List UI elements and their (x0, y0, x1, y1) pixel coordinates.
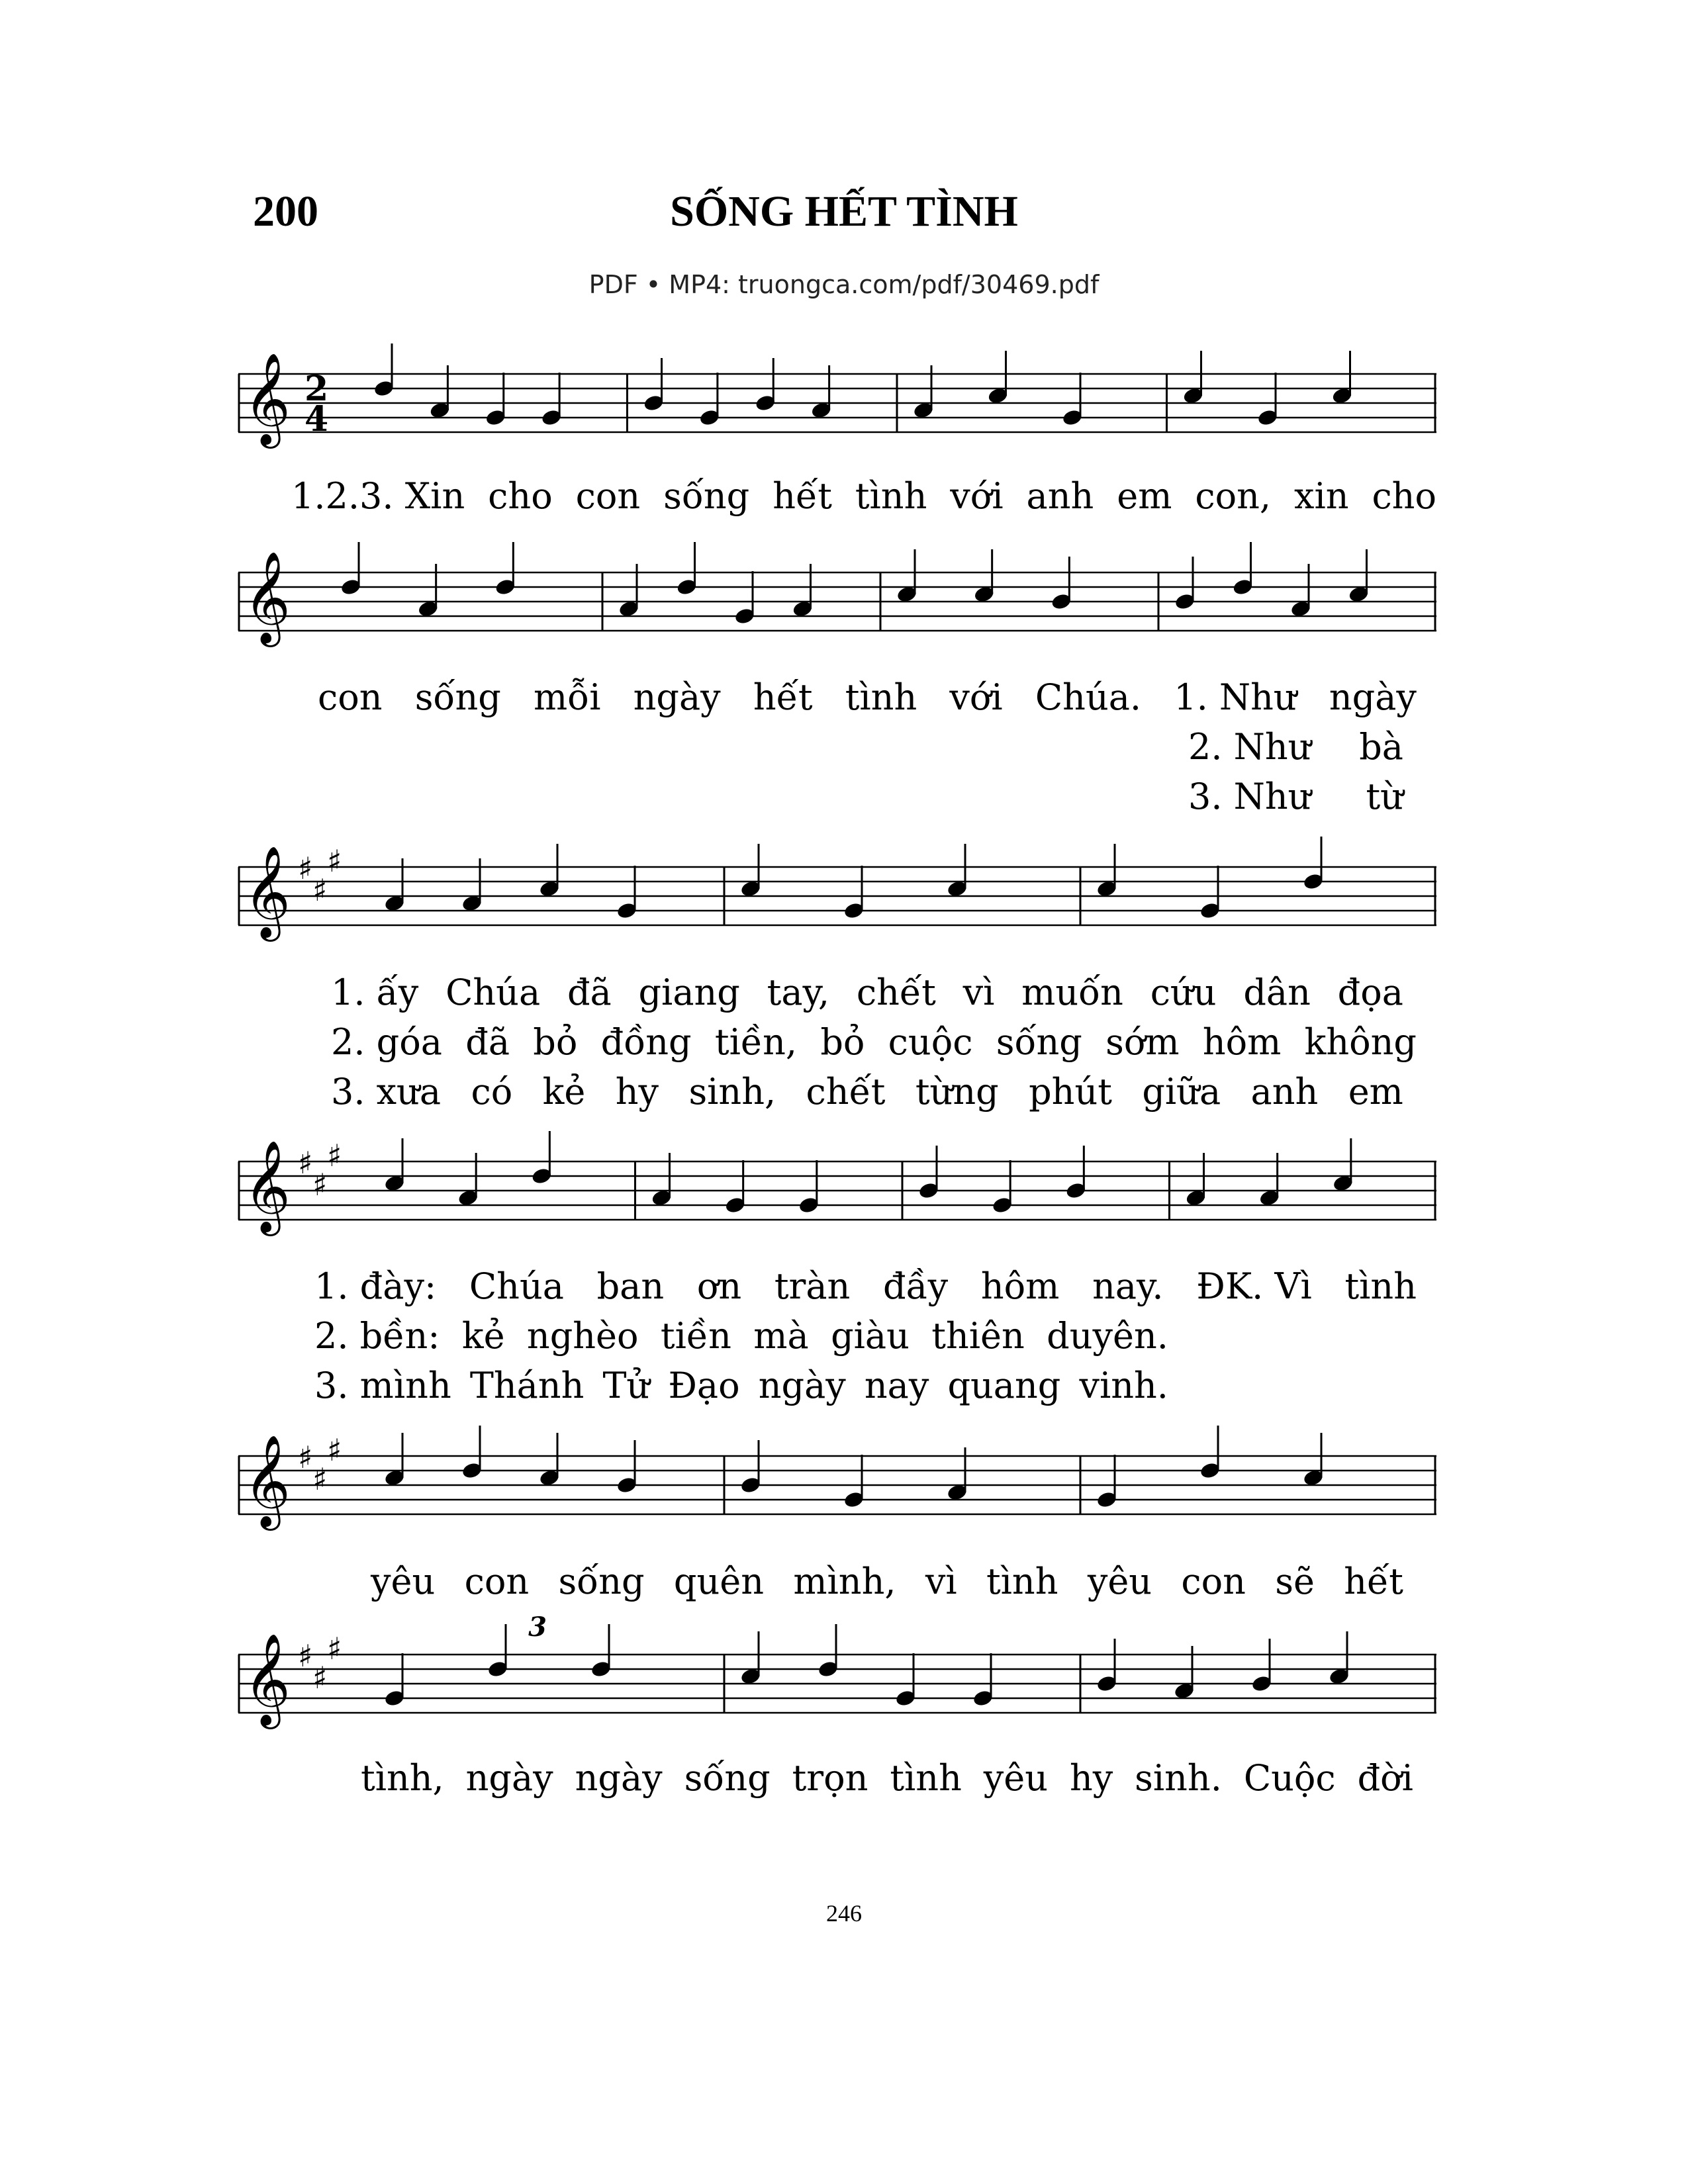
lyric-word: Chúa. (1035, 676, 1142, 718)
song-title: SỐNG HẾT TÌNH (670, 187, 1018, 236)
lyric-word: hết (753, 676, 813, 718)
lyric-word: ngày (758, 1365, 846, 1406)
lyric-word: ngày (1329, 676, 1417, 718)
lyric-word: giang (638, 972, 740, 1013)
lyric-word: Đạo (668, 1365, 740, 1406)
lyric-word: sẽ (1275, 1561, 1315, 1602)
staff-system-1 (238, 353, 1443, 445)
lyric-word: nay. (1092, 1265, 1164, 1307)
treble-clef-icon: 𝄞 (244, 1633, 291, 1725)
lyric-word: chết (806, 1071, 886, 1113)
lyric-word: hôm (1202, 1021, 1282, 1063)
sharp-icon: ♯ (312, 1660, 328, 1696)
treble-clef-icon: 𝄞 (244, 1435, 291, 1527)
lyric-word: từng (915, 1071, 999, 1113)
lyric-word: con, (1195, 475, 1272, 517)
staff-system-2 (238, 551, 1443, 643)
lyric-word: quên (673, 1561, 764, 1602)
lyric-word: đọa (1337, 972, 1403, 1013)
lyric-word: đồng (600, 1021, 692, 1063)
lyric-word: bà (1359, 726, 1403, 768)
lyric-word: 1.2.3. Xin (291, 475, 465, 517)
sharp-icon: ♯ (327, 843, 342, 879)
lyric-word: 1. ấy (331, 972, 419, 1013)
lyric-line (361, 1757, 1413, 1799)
lyric-word: hết (773, 475, 832, 517)
lyric-word: trọn (792, 1757, 868, 1799)
lyric-word: từ (1366, 776, 1403, 817)
sharp-icon: ♯ (298, 1439, 313, 1475)
lyric-word: sống (996, 1021, 1082, 1063)
lyric-word: cho (488, 475, 553, 517)
source-link[interactable]: PDF • MP4: truongca.com/pdf/30469.pdf (588, 270, 1100, 299)
lyric-word: yêu (983, 1757, 1049, 1799)
lyric-word: giữa (1142, 1071, 1221, 1113)
lyric-word: duyên. (1047, 1315, 1168, 1357)
time-signature-top: 2 (305, 369, 329, 409)
lyric-word: giàu (831, 1315, 910, 1357)
lyric-line (331, 972, 1403, 1013)
lyric-word: Tử (602, 1365, 650, 1406)
sharp-icon: ♯ (298, 850, 313, 886)
lyric-word: mỗi (533, 676, 601, 718)
lyric-word: 3. Như (1188, 776, 1311, 817)
lyric-word: anh (1026, 475, 1094, 517)
treble-clef-icon: 𝄞 (244, 551, 291, 643)
lyric-word: 2. bền: (314, 1315, 440, 1357)
lyric-word: tình (855, 475, 927, 517)
lyric-word: anh (1250, 1071, 1319, 1113)
lyric-line (1188, 776, 1403, 817)
lyric-word: sống (684, 1757, 771, 1799)
lyric-word: vì (962, 972, 995, 1013)
lyric-line (314, 1315, 1168, 1357)
lyric-word: vinh. (1079, 1365, 1168, 1406)
lyric-line (371, 1561, 1403, 1602)
staff-system-6 (238, 1612, 1443, 1725)
lyric-word: chết (856, 972, 936, 1013)
lyric-line (314, 1365, 1168, 1406)
lyric-word: Thánh (469, 1365, 585, 1406)
lyric-word: mà (753, 1315, 809, 1357)
lyric-word: bỏ (533, 1021, 578, 1063)
lyric-line (291, 475, 1436, 517)
sharp-icon: ♯ (312, 1461, 328, 1497)
treble-clef-icon: 𝄞 (244, 846, 291, 938)
lyric-word: yêu (371, 1561, 436, 1602)
lyric-word: muốn (1021, 972, 1123, 1013)
treble-clef-icon: 𝄞 (244, 1140, 291, 1232)
lyric-word: đầy (883, 1265, 949, 1307)
sharp-icon: ♯ (298, 1638, 313, 1674)
lyric-word: cứu (1150, 972, 1217, 1013)
lyric-word: sống (558, 1561, 645, 1602)
lyric-word: ban (596, 1265, 665, 1307)
time-signature-bottom: 4 (305, 399, 329, 439)
lyric-word: ngày (575, 1757, 663, 1799)
lyric-word: xin (1293, 475, 1349, 517)
lyric-word: tình (1344, 1265, 1417, 1307)
lyric-word: thiên (931, 1315, 1025, 1357)
lyric-word: nay (864, 1365, 929, 1406)
lyric-word: hy (1069, 1757, 1113, 1799)
lyric-line (314, 1265, 1417, 1307)
lyric-word: tay, (767, 972, 830, 1013)
staff-system-3 (238, 843, 1443, 938)
lyric-word: đời (1357, 1757, 1413, 1799)
sharp-icon: ♯ (312, 872, 328, 908)
staff-system-4 (238, 1138, 1443, 1232)
lyric-word: yêu (1087, 1561, 1152, 1602)
lyric-word: có (471, 1071, 513, 1113)
lyric-word: cho (1372, 475, 1436, 517)
sharp-icon: ♯ (327, 1138, 342, 1173)
lyric-word: con (575, 475, 641, 517)
lyric-word: con (318, 676, 383, 718)
lyric-word: mình, (793, 1561, 896, 1602)
lyric-word: nghèo (526, 1315, 639, 1357)
lyric-word: tình (890, 1757, 962, 1799)
lyric-word: kẻ (461, 1315, 505, 1357)
treble-clef-icon: 𝄞 (244, 353, 291, 445)
sharp-icon: ♯ (312, 1167, 328, 1203)
lyric-word: 1. đày: (314, 1265, 437, 1307)
lyric-word: tình (845, 676, 917, 718)
lyric-word: phút (1029, 1071, 1112, 1113)
lyric-word: không (1304, 1021, 1417, 1063)
lyric-word: tiền, (714, 1021, 798, 1063)
lyric-word: kẻ (542, 1071, 586, 1113)
lyric-word: Chúa (445, 972, 541, 1013)
lyric-word: cuộc (888, 1021, 973, 1063)
lyric-line (318, 676, 1417, 718)
lyric-word: vì (925, 1561, 957, 1602)
lyric-word: tràn (774, 1265, 851, 1307)
lyric-word: em (1117, 475, 1172, 517)
lyric-word: 1. Như (1174, 676, 1297, 718)
staff-system-5 (238, 1432, 1443, 1527)
lyric-word: 3. mình (314, 1365, 451, 1406)
lyric-line (1188, 726, 1403, 768)
lyric-word: Cuộc (1243, 1757, 1336, 1799)
lyric-word: hết (1344, 1561, 1403, 1602)
lyric-word: 3. xưa (331, 1071, 442, 1113)
lyric-word: đã (567, 972, 612, 1013)
lyric-word: dân (1243, 972, 1311, 1013)
sharp-icon: ♯ (298, 1145, 313, 1181)
lyric-word: sinh. (1135, 1757, 1222, 1799)
sharp-icon: ♯ (327, 1631, 342, 1666)
lyric-word: ngày (633, 676, 721, 718)
lyric-word: ĐK. Vì (1196, 1265, 1312, 1307)
lyric-word: sớm (1105, 1021, 1180, 1063)
lyric-word: với (949, 676, 1003, 718)
page-number: 246 (826, 1900, 862, 1927)
lyric-line (331, 1021, 1417, 1063)
lyric-line (331, 1071, 1403, 1113)
lyric-word: ngày (465, 1757, 553, 1799)
hymn-number: 200 (253, 187, 318, 236)
lyric-word: con (1181, 1561, 1246, 1602)
lyric-word: quang (947, 1365, 1061, 1406)
lyric-word: ơn (696, 1265, 742, 1307)
lyric-word: tình (986, 1561, 1058, 1602)
lyric-word: hy (615, 1071, 659, 1113)
lyric-word: 2. Như (1188, 726, 1311, 768)
lyric-word: hôm (980, 1265, 1060, 1307)
tuplet-mark: 3 (528, 1612, 547, 1643)
lyric-word: đã (465, 1021, 510, 1063)
lyric-word: bỏ (820, 1021, 865, 1063)
lyric-word: Chúa (469, 1265, 564, 1307)
lyric-word: sống (663, 475, 750, 517)
lyric-word: tình, (361, 1757, 444, 1799)
lyric-word: với (950, 475, 1004, 517)
lyric-word: sống (414, 676, 501, 718)
lyric-word: 2. góa (331, 1021, 442, 1063)
sharp-icon: ♯ (327, 1432, 342, 1468)
lyric-word: sinh, (688, 1071, 776, 1113)
lyric-word: tiền (660, 1315, 731, 1357)
lyric-word: em (1348, 1071, 1403, 1113)
lyric-word: con (464, 1561, 530, 1602)
